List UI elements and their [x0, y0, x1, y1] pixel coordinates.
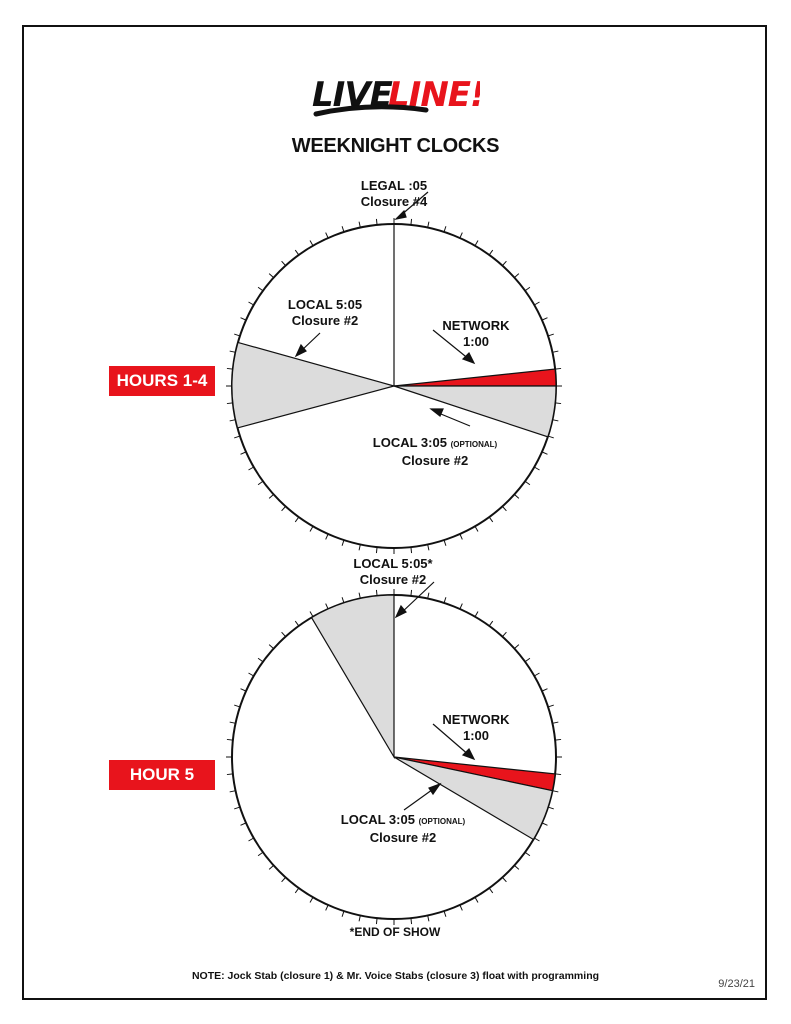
tick-mark	[282, 506, 286, 510]
tick-mark	[552, 420, 558, 421]
tick-mark	[310, 526, 313, 531]
badge-hour-5: HOUR 5	[109, 760, 215, 790]
tick-mark	[534, 673, 539, 676]
tick-mark	[230, 351, 236, 352]
tick-mark	[444, 911, 446, 917]
tick-mark	[475, 241, 478, 246]
tick-mark	[489, 250, 493, 255]
tick-mark	[428, 544, 429, 550]
tick-mark	[376, 590, 377, 596]
tick-mark	[249, 467, 254, 470]
tick-mark	[227, 403, 233, 404]
tick-mark	[234, 436, 240, 438]
label-end-of-show: *END OF SHOW	[349, 925, 441, 939]
label-network: NETWORK 1:00	[442, 318, 510, 349]
tick-mark	[376, 547, 377, 553]
tick-mark	[548, 705, 554, 707]
tick-mark	[460, 604, 462, 609]
tick-mark	[534, 467, 539, 470]
tick-mark	[428, 222, 429, 228]
tick-mark	[534, 838, 539, 841]
tick-mark	[514, 865, 518, 869]
tick-mark	[502, 506, 506, 510]
badge-hours-1-4: HOURS 1-4	[109, 366, 215, 396]
tick-mark	[342, 597, 344, 603]
tick-mark	[258, 481, 263, 485]
tick-mark	[475, 897, 478, 902]
tick-mark	[542, 823, 547, 825]
tick-mark	[411, 590, 412, 596]
tick-mark	[444, 597, 446, 603]
tick-mark	[555, 403, 561, 404]
date-stamp: 9/23/21	[718, 978, 755, 990]
tick-mark	[460, 233, 462, 238]
tick-mark	[460, 905, 462, 910]
tick-mark	[230, 791, 236, 792]
tick-mark	[489, 517, 493, 522]
tick-mark	[258, 658, 263, 662]
tick-mark	[234, 334, 240, 336]
tick-mark	[548, 807, 554, 809]
tick-mark	[376, 219, 377, 225]
tick-mark	[359, 593, 360, 599]
tick-mark	[326, 534, 328, 539]
tick-mark	[548, 334, 554, 336]
tick-mark	[525, 481, 530, 485]
tick-mark	[241, 318, 246, 320]
tick-mark	[282, 632, 286, 636]
label-local-3-05: LOCAL 3:05 (OPTIONAL) Closure #2	[372, 435, 498, 468]
tick-mark	[342, 540, 344, 546]
tick-mark	[227, 774, 233, 775]
tick-mark	[249, 673, 254, 676]
label-local-5-05: LOCAL 5:05 Closure #2	[287, 297, 363, 328]
tick-mark	[525, 852, 530, 856]
tick-mark	[249, 838, 254, 841]
tick-mark	[241, 689, 246, 691]
tick-mark	[555, 368, 561, 369]
tick-mark	[249, 302, 254, 305]
tick-mark	[282, 877, 286, 881]
tick-mark	[269, 274, 273, 278]
tick-mark	[230, 722, 236, 723]
logo-line-text: LINE!	[388, 75, 480, 115]
tick-mark	[258, 852, 263, 856]
tick-mark	[502, 877, 506, 881]
tick-mark	[295, 621, 299, 626]
tick-mark	[227, 739, 233, 740]
tick-mark	[444, 226, 446, 232]
page-title: WEEKNIGHT CLOCKS	[291, 135, 500, 157]
tick-mark	[282, 261, 286, 265]
tick-mark	[359, 915, 360, 921]
tick-mark	[411, 547, 412, 553]
tick-mark	[428, 915, 429, 921]
tick-mark	[502, 261, 506, 265]
tick-mark	[269, 494, 273, 498]
clock-hour-5	[226, 589, 562, 925]
label-network-2: NETWORK 1:00	[442, 712, 510, 743]
tick-mark	[475, 526, 478, 531]
tick-mark	[542, 689, 547, 691]
label-legal: LEGAL :05 Closure #4	[360, 178, 428, 209]
tick-mark	[310, 241, 313, 246]
tick-mark	[230, 420, 236, 421]
tick-mark	[269, 645, 273, 649]
tick-mark	[411, 219, 412, 225]
tick-mark	[310, 612, 313, 617]
tick-mark	[326, 604, 328, 609]
tick-mark	[489, 621, 493, 626]
label-local-5-05-eos: LOCAL 5:05* Closure #2	[353, 556, 433, 587]
tick-mark	[295, 517, 299, 522]
tick-mark	[542, 452, 547, 454]
tick-mark	[295, 888, 299, 893]
tick-mark	[241, 823, 246, 825]
tick-mark	[514, 494, 518, 498]
label-local-3-05-2: LOCAL 3:05 (OPTIONAL) Closure #2	[340, 812, 466, 845]
tick-mark	[444, 540, 446, 546]
tick-mark	[234, 807, 240, 809]
tick-mark	[555, 774, 561, 775]
tick-mark	[428, 593, 429, 599]
tick-mark	[555, 739, 561, 740]
tick-mark	[269, 865, 273, 869]
tick-mark	[326, 233, 328, 238]
tick-mark	[502, 632, 506, 636]
tick-mark	[514, 645, 518, 649]
tick-mark	[359, 222, 360, 228]
tick-mark	[542, 318, 547, 320]
clock-hours-1-4	[226, 218, 562, 554]
tick-mark	[342, 226, 344, 232]
tick-mark	[514, 274, 518, 278]
tick-mark	[227, 368, 233, 369]
tick-mark	[552, 722, 558, 723]
tick-mark	[475, 612, 478, 617]
tick-mark	[552, 791, 558, 792]
tick-mark	[525, 287, 530, 291]
arrow-legal-head	[396, 211, 406, 219]
tick-mark	[295, 250, 299, 255]
tick-mark	[234, 705, 240, 707]
tick-mark	[489, 888, 493, 893]
tick-mark	[359, 544, 360, 550]
tick-mark	[548, 436, 554, 438]
tick-mark	[460, 534, 462, 539]
tick-mark	[258, 287, 263, 291]
tick-mark	[534, 302, 539, 305]
tick-mark	[525, 658, 530, 662]
footer-note: NOTE: Jock Stab (closure 1) & Mr. Voice Stabs (closure 3) float with programming	[191, 970, 600, 982]
tick-mark	[241, 452, 246, 454]
tick-mark	[552, 351, 558, 352]
tick-mark	[342, 911, 344, 917]
logo-live-text: LIVE	[312, 75, 392, 115]
tick-mark	[310, 897, 313, 902]
tick-mark	[326, 905, 328, 910]
